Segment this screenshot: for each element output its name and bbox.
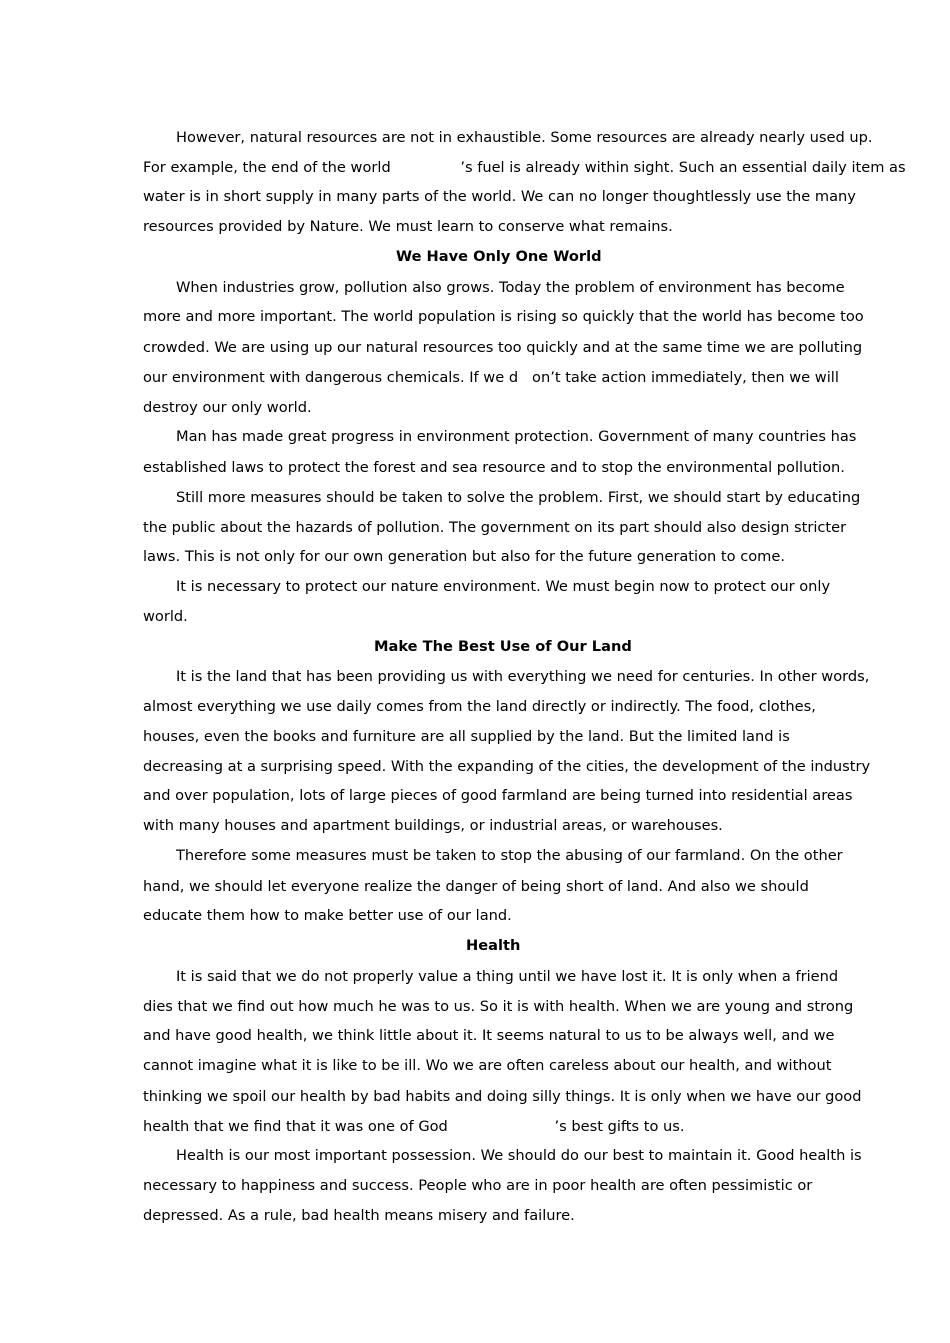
paragraph-line: more and more important. The world population is rising so quickly that the world has become too — [143, 308, 864, 325]
paragraph-line: destroy our only world. — [143, 399, 312, 416]
paragraph-line: It is said that we do not properly value a thing until we have lost it. It is only when a friend — [176, 968, 839, 985]
paragraph-line: almost everything we use daily comes from the land directly or indirectly. The food, clothes, — [143, 698, 816, 715]
paragraph-line: health that we find that it was one of God ’s best gifts to us. — [143, 1118, 685, 1135]
paragraph-line: decreasing at a surprising speed. With the expanding of the cities, the development of the industry — [143, 758, 871, 775]
paragraph-line: Health is our most important possession. We should do our best to maintain it. Good health is — [176, 1147, 862, 1164]
paragraph-line: thinking we spoil our health by bad habits and doing silly things. It is only when we have our good — [143, 1088, 862, 1105]
paragraph-line: However, natural resources are not in exhaustible. Some resources are already nearly used up. — [176, 129, 873, 146]
paragraph-line: established laws to protect the forest and sea resource and to stop the environmental pollution. — [143, 459, 845, 476]
section-heading: Make The Best Use of Our Land — [374, 638, 632, 655]
paragraph-line: necessary to happiness and success. People who are in poor health are often pessimistic or — [143, 1177, 813, 1194]
paragraph-line: with many houses and apartment buildings, or industrial areas, or warehouses. — [143, 817, 723, 834]
paragraph-line: world. — [143, 608, 188, 625]
section-heading: Health — [466, 937, 521, 954]
paragraph-line: laws. This is not only for our own generation but also for the future generation to come. — [143, 548, 785, 565]
paragraph-line: our environment with dangerous chemicals. If we d on’t take action immediately, then we will — [143, 369, 839, 386]
paragraph-line: resources provided by Nature. We must learn to conserve what remains. — [143, 218, 673, 235]
paragraph-line: For example, the end of the world ’s fuel is already within sight. Such an essential daily item as — [143, 159, 906, 176]
paragraph-line: and over population, lots of large pieces of good farmland are being turned into residential areas — [143, 787, 853, 804]
paragraph-line: houses, even the books and furniture are all supplied by the land. But the limited land is — [143, 728, 790, 745]
paragraph-line: hand, we should let everyone realize the danger of being short of land. And also we should — [143, 878, 809, 895]
paragraph-line: cannot imagine what it is like to be ill. Wo we are often careless about our health, and without — [143, 1057, 832, 1074]
paragraph-line: depressed. As a rule, bad health means misery and failure. — [143, 1207, 575, 1224]
paragraph-line: It is necessary to protect our nature environment. We must begin now to protect our only — [176, 578, 831, 595]
paragraph-line: the public about the hazards of pollution. The government on its part should also design stricter — [143, 519, 847, 536]
paragraph-line: When industries grow, pollution also grows. Today the problem of environment has become — [176, 279, 845, 296]
paragraph-line: educate them how to make better use of our land. — [143, 907, 512, 924]
paragraph-line: Therefore some measures must be taken to stop the abusing of our farmland. On the other — [176, 847, 843, 864]
paragraph-line: and have good health, we think little about it. It seems natural to us to be always well, and we — [143, 1027, 835, 1044]
paragraph-line: dies that we find out how much he was to us. So it is with health. When we are young and strong — [143, 998, 854, 1015]
paragraph-line: crowded. We are using up our natural resources too quickly and at the same time we are polluting — [143, 339, 863, 356]
section-heading: We Have Only One World — [396, 248, 602, 265]
paragraph-line: It is the land that has been providing us with everything we need for centuries. In other words, — [176, 668, 870, 685]
paragraph-line: Still more measures should be taken to solve the problem. First, we should start by educating — [176, 489, 861, 506]
paragraph-line: water is in short supply in many parts of the world. We can no longer thoughtlessly use the many — [143, 188, 856, 205]
paragraph-line: Man has made great progress in environment protection. Government of many countries has — [176, 428, 857, 445]
